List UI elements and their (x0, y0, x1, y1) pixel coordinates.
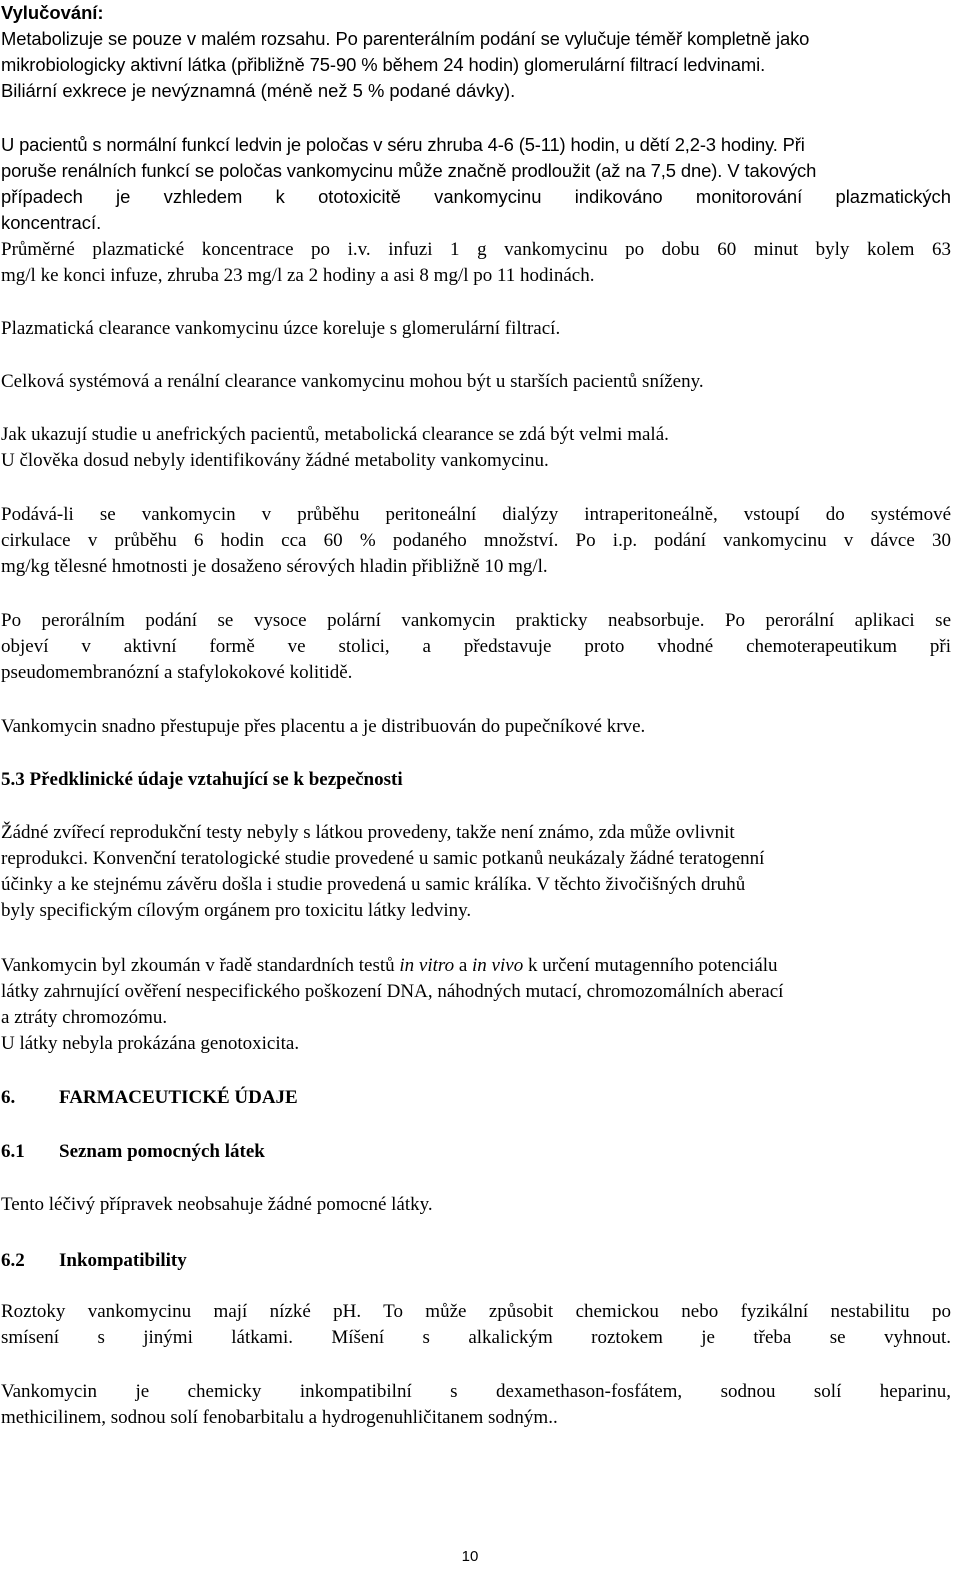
paragraph-line: smísení s jinými látkami. Míšení s alkalickým roztokem je třeba se vyhnout. (1, 1327, 951, 1348)
section-number: 6.2 (1, 1250, 25, 1271)
section-number: 6. (1, 1087, 16, 1108)
paragraph-line: mg/l ke konci infuze, zhruba 23 mg/l za 2 hodiny a asi 8 mg/l po 11 hodinách. (1, 265, 595, 286)
elimination-heading: Vylučování: (1, 2, 104, 23)
section-6-heading (1, 1085, 951, 1111)
paragraph-line: případech je vzhledem k ototoxicitě vankomycinu indikováno monitorování plazmatických (1, 186, 951, 207)
section-title: Inkompatibility (59, 1250, 187, 1271)
paragraph-line: koncentrací. (1, 212, 102, 233)
paragraph-line: Tento léčivý přípravek neobsahuje žádné pomocné látky. (1, 1194, 433, 1215)
paragraph-line: objeví v aktivní formě ve stolici, a představuje proto vhodné chemoterapeutikum při (1, 636, 951, 657)
excipients-paragraph (1, 1192, 951, 1218)
paragraph-line: mikrobiologicky aktivní látka (přibližně 75-90 % během 24 hodin) glomerulární filtrací ledvinami. (1, 54, 766, 75)
paragraph-line: byly specifickým cílovým orgánem pro toxicitu látky ledviny. (1, 900, 472, 921)
paragraph-line: Celková systémová a renální clearance vankomycinu mohou být u starších pacientů sníženy. (1, 371, 704, 392)
oral-administration-paragraph (1, 608, 951, 686)
paragraph-line: methicilinem, sodnou solí fenobarbitalu a hydrogenuhličitanem sodným.. (1, 1407, 558, 1428)
text-run: a (454, 955, 473, 976)
section-number: 6.1 (1, 1141, 25, 1162)
metabolic-clearance-paragraph (1, 422, 951, 474)
text-run: k určení mutagenního potenciálu (523, 955, 778, 976)
section-6-2-heading (1, 1248, 951, 1274)
incompatibility-paragraph (1, 1299, 951, 1351)
paragraph-line: Podává-li se vankomycin v průběhu peritoneální dialýzy intraperitoneálně, vstoupí do systémové (1, 504, 951, 525)
peritoneal-dialysis-paragraph (1, 502, 951, 580)
paragraph-line: Vankomycin je chemicky inkompatibilní s dexamethason-fosfátem, sodnou solí heparinu, (1, 1381, 951, 1402)
section-6-1-heading (1, 1139, 951, 1165)
half-life-paragraph (1, 132, 951, 236)
paragraph-line: Jak ukazují studie u anefrických pacientů, metabolická clearance se zdá být velmi malá. (1, 424, 669, 445)
paragraph-line: Metabolizuje se pouze v malém rozsahu. Po parenterálním podání se vylučuje téměř kompletně jako (1, 28, 810, 49)
paragraph-line: Plazmatická clearance vankomycinu úzce koreluje s glomerulární filtrací. (1, 318, 561, 339)
paragraph-line: Průměrné plazmatické koncentrace po i.v. infuzi 1 g vankomycinu po dobu 60 minut byly kolem 63 (1, 239, 951, 260)
placenta-paragraph (1, 714, 951, 740)
paragraph-line: látky zahrnující ověření nespecifického poškození DNA, náhodných mutací, chromozomálních aberací (1, 981, 784, 1002)
paragraph-line: Roztoky vankomycinu mají nízké pH. To může způsobit chemickou nebo fyzikální nestabilitu po (1, 1301, 951, 1322)
paragraph-line: U pacientů s normální funkcí ledvin je poločas v séru zhruba 4-6 (5-11) hodin, u dětí 2,2-3 hodiny. Při (1, 134, 805, 155)
systemic-clearance-paragraph (1, 369, 951, 395)
section-title: Seznam pomocných látek (59, 1141, 265, 1162)
plasma-clearance-paragraph (1, 316, 951, 342)
section-title: FARMACEUTICKÉ ÚDAJE (59, 1087, 298, 1108)
paragraph-line: Žádné zvířecí reprodukční testy nebyly s látkou provedeny, takže není známo, zda může ovlivnit (1, 822, 735, 843)
paragraph-line (1, 953, 951, 979)
paragraph-line: účinky a ke stejnému závěru došla i studie provedená u samic králíka. V těchto živočišných druhů (1, 874, 746, 895)
paragraph-line: mg/kg tělesné hmotnosti je dosaženo sérových hladin přibližně 10 mg/l. (1, 556, 548, 577)
paragraph-line: Biliární exkrece je nevýznamná (méně než 5 % podané dávky). (1, 80, 516, 101)
text-run-italic: in vivo (472, 955, 524, 976)
text-run: Vankomycin byl zkoumán v řadě standardních testů (1, 955, 400, 976)
paragraph-line: poruše renálních funkcí se poločas vankomycinu může značně prodloužit (až na 7,5 dne). V takových (1, 160, 817, 181)
reproduction-paragraph (1, 820, 951, 924)
paragraph-line: cirkulace v průběhu 6 hodin cca 60 % podaného množství. Po i.p. podání vankomycinu v dávce 30 (1, 530, 951, 551)
heading-line (1, 1085, 951, 1111)
paragraph-line: reprodukci. Konvenční teratologické studie provedené u samic potkanů neukázaly žádné teratogenní (1, 848, 765, 869)
paragraph-line: Po perorálním podání se vysoce polární vankomycin prakticky neabsorbuje. Po perorální aplikaci se (1, 610, 951, 631)
section-heading-text: 5.3 Předklinické údaje vztahující se k bezpečnosti (1, 769, 403, 790)
mutagenicity-paragraph (1, 953, 951, 1057)
plasma-concentration-paragraph (1, 237, 951, 289)
paragraph-line: Vankomycin snadno přestupuje přes placentu a je distribuován do pupečníkové krve. (1, 716, 646, 737)
page-number: 10 (461, 1548, 479, 1565)
elimination-section (1, 0, 951, 104)
paragraph-line: pseudomembranózní a stafylokokové kolitidě. (1, 662, 353, 683)
heading-line (1, 1139, 951, 1165)
section-5-3-heading (1, 767, 951, 793)
chemical-incompatibility-paragraph (1, 1379, 951, 1431)
paragraph-line: a ztráty chromozómu. (1, 1007, 168, 1028)
heading-line (1, 1248, 951, 1274)
text-run-italic: in vitro (399, 955, 455, 976)
paragraph-line: U člověka dosud nebyly identifikovány žádné metabolity vankomycinu. (1, 450, 549, 471)
paragraph-line: U látky nebyla prokázána genotoxicita. (1, 1033, 300, 1054)
